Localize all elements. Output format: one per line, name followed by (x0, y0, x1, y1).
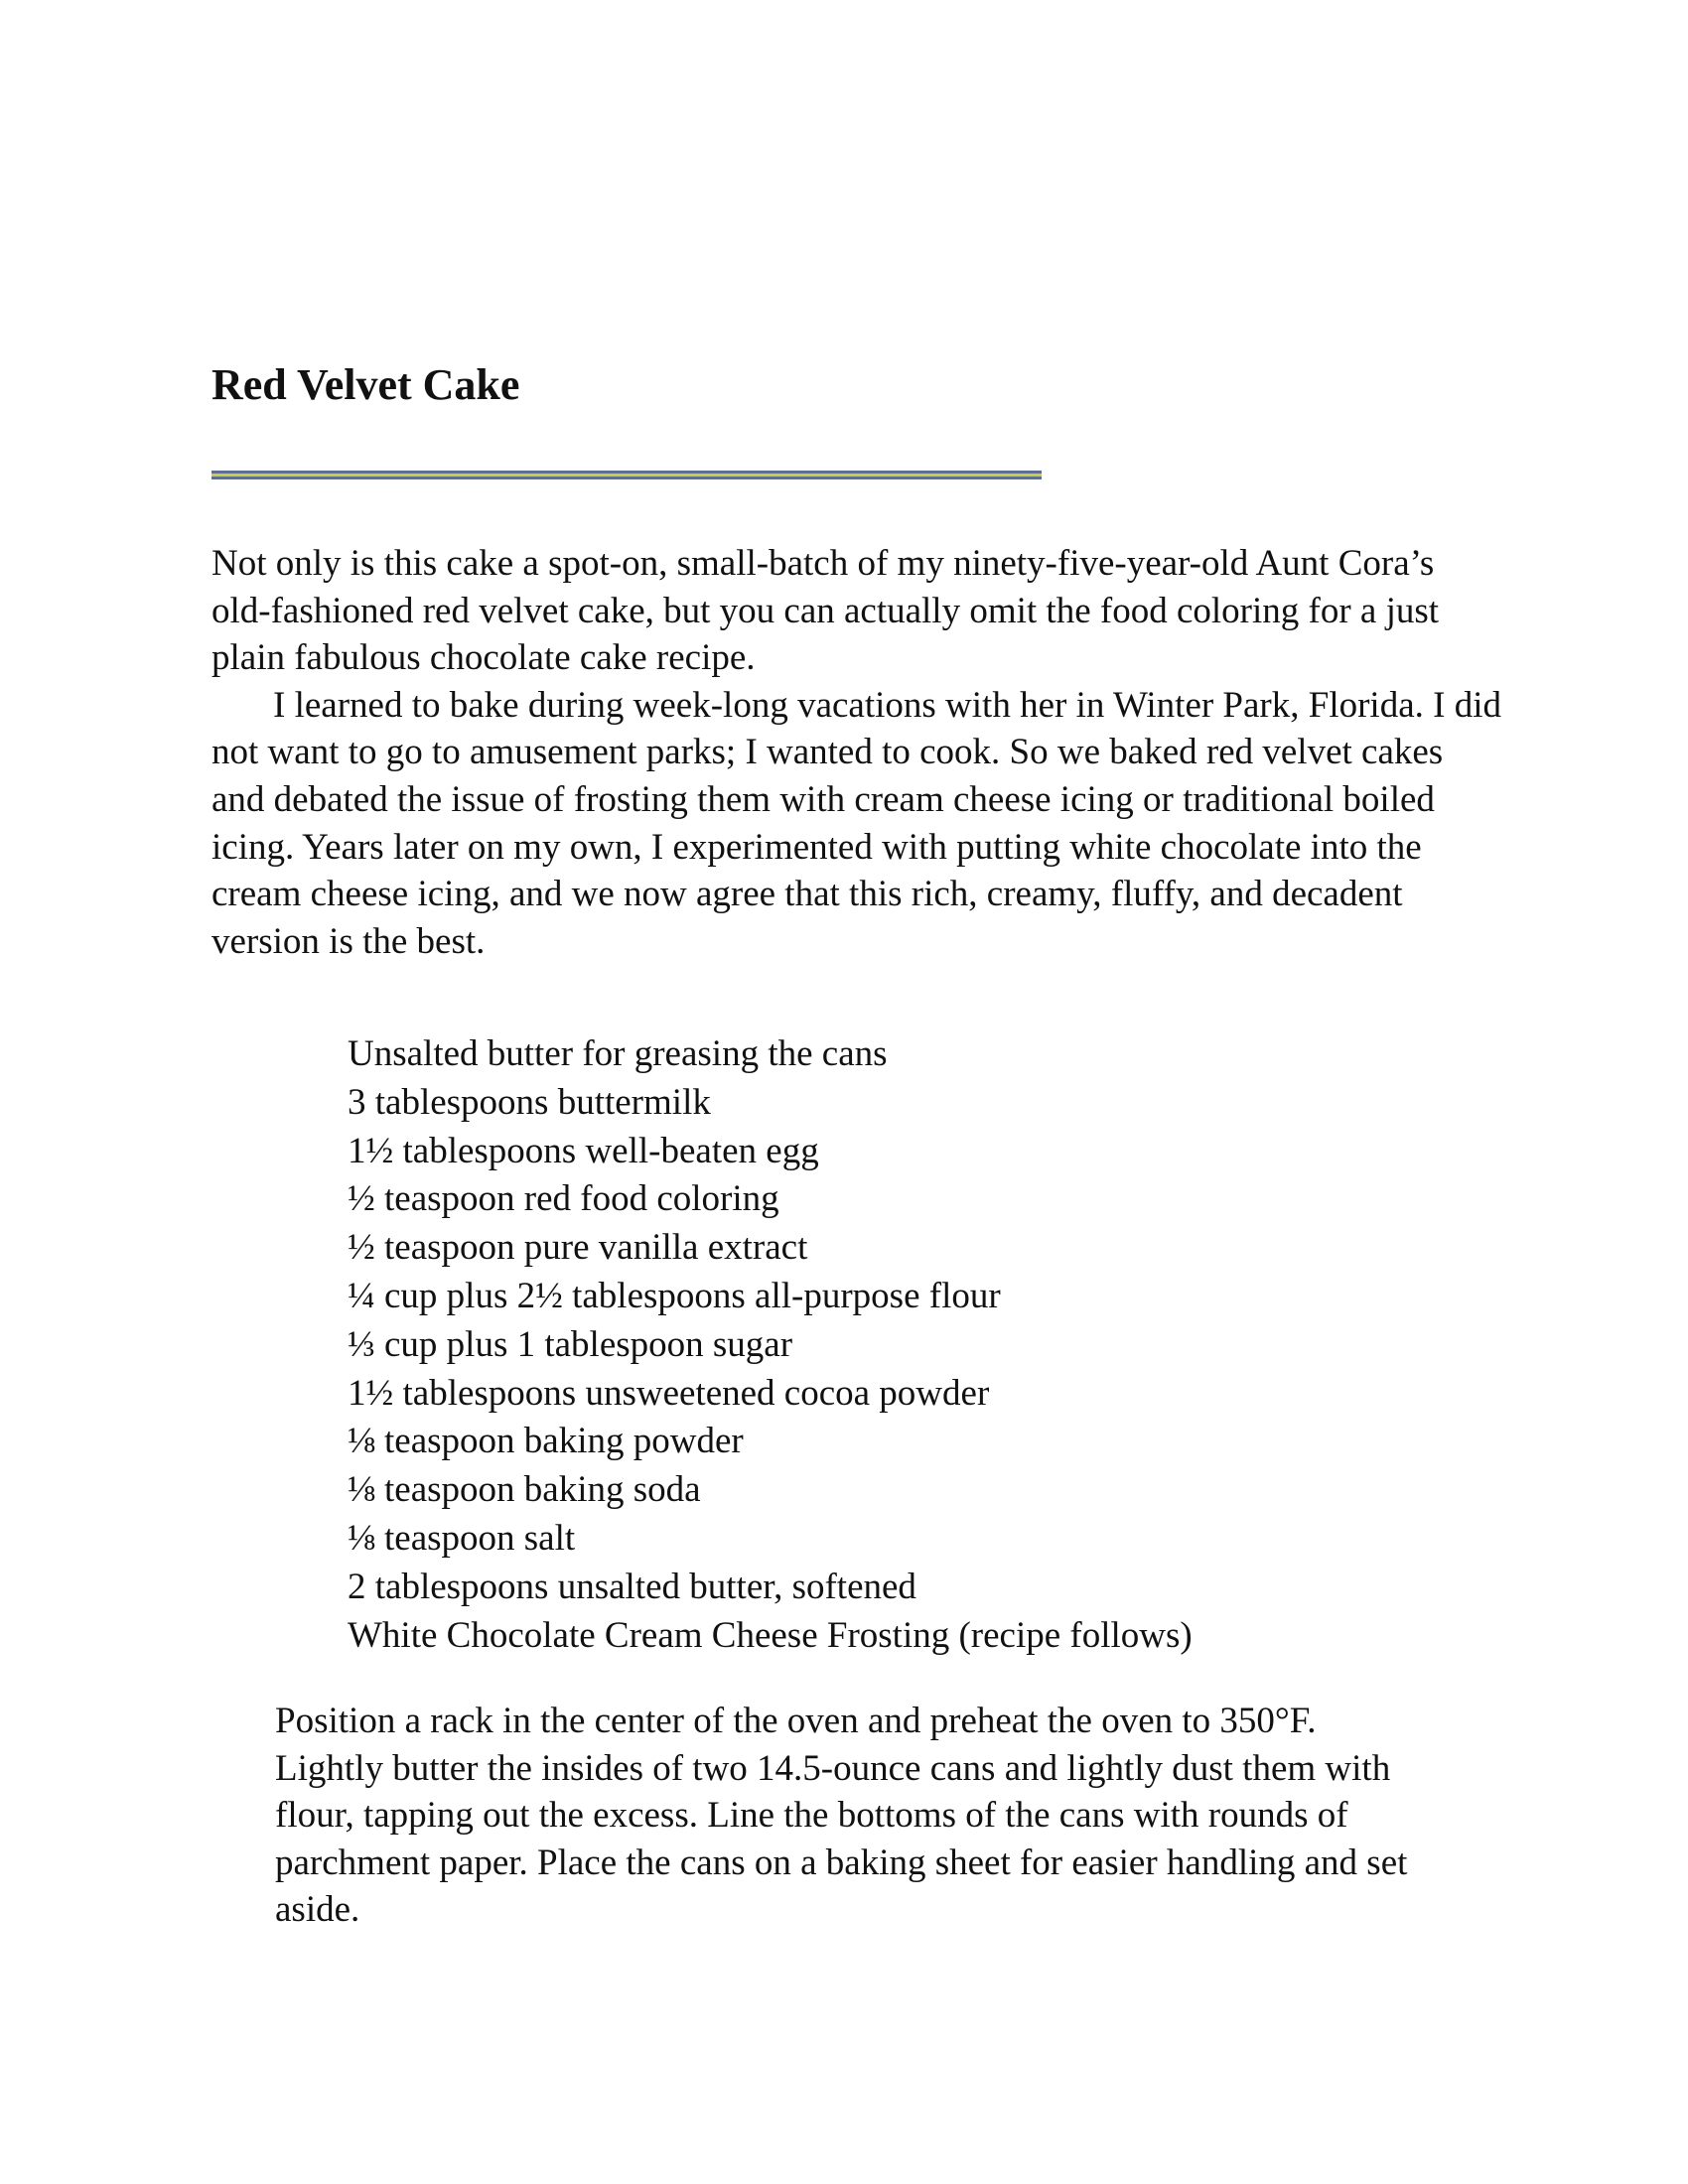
title-divider (211, 471, 1042, 480)
ingredient-item: ½ teaspoon pure vanilla extract (348, 1227, 808, 1269)
ingredient-item: ⅛ teaspoon baking powder (348, 1421, 744, 1462)
divider-line-bottom (211, 477, 1042, 479)
recipe-intro (211, 540, 1502, 965)
ingredient-item: 3 tablespoons buttermilk (348, 1081, 711, 1123)
intro-paragraph: Not only is this cake a spot-on, small-batch of my ninety-five-year-old Aunt Cora’s old-fashioned red velvet cake, but you can actually omit the food coloring for a just plain fabulous chocolate cake recipe. (211, 543, 1440, 679)
intro-paragraph: I learned to bake during week-long vacations with her in Winter Park, Florida. I did not want to go to amusement parks; I wanted to cook. So we baked red velvet cakes and debated the issue of frosting them with cream cheese icing or traditional boiled icing. Years later on my own, I experimented with putting white chocolate into the cream cheese icing, and we now agree that this rich, creamy, fluffy, and decadent version is the best. (211, 684, 1501, 962)
ingredient-item: ½ teaspoon red food coloring (348, 1178, 779, 1220)
ingredient-item: ⅛ teaspoon salt (348, 1517, 576, 1559)
ingredient-item: Unsalted butter for greasing the cans (348, 1033, 888, 1074)
ingredient-item: ⅛ teaspoon baking soda (348, 1469, 701, 1511)
ingredient-item: ⅓ cup plus 1 tablespoon sugar (348, 1323, 793, 1365)
ingredient-item: 1½ tablespoons well-beaten egg (348, 1130, 819, 1171)
ingredient-item: 2 tablespoons unsalted butter, softened (348, 1566, 916, 1607)
recipe-title: Red Velvet Cake (211, 360, 520, 409)
method-paragraph: Position a rack in the center of the oven and preheat the oven to 350°F. Lightly butter the insides of two 14.5-ounce cans and lightly dust them with flour, tapping out the excess. Line the bottoms of the cans with rounds of parchment paper. Place the cans on a baking sheet for easier handling and set aside. (275, 1701, 1408, 1931)
ingredient-item: ¼ cup plus 2½ tablespoons all-purpose flour (348, 1275, 1001, 1316)
ingredient-item: White Chocolate Cream Cheese Frosting (recipe follows) (348, 1614, 1193, 1656)
ingredient-item: 1½ tablespoons unsweetened cocoa powder (348, 1372, 990, 1414)
ingredient-list (348, 1030, 1193, 1660)
